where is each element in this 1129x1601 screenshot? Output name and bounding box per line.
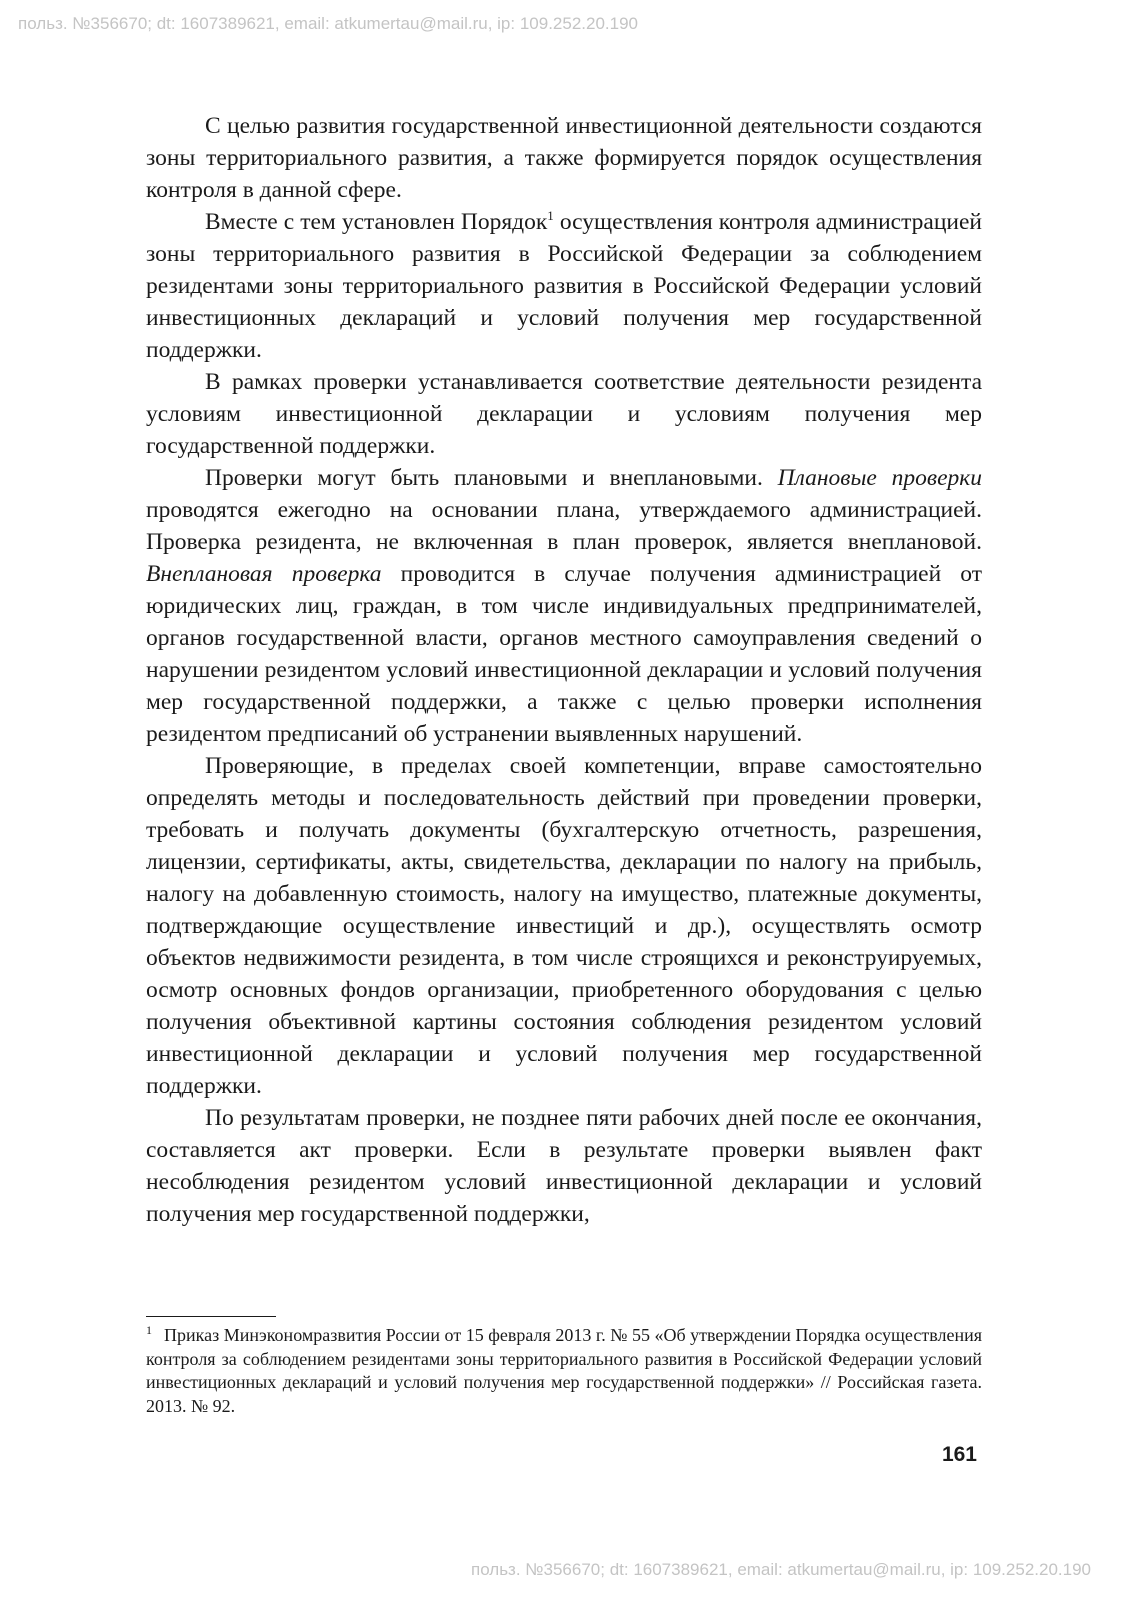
paragraph-6: По результатам проверки, не позднее пяти рабочих дней после ее окончания, составляется акт проверки. Если в результате проверки выявлен факт несоблюдения резидентом условий инвестиционной декларации и условий получения мер государственной поддержки, bbox=[146, 1105, 982, 1227]
paragraph-4-part-a: Проверки могут быть плановыми и внеплановыми. bbox=[205, 465, 778, 491]
footnote-reference: 1 bbox=[547, 208, 554, 224]
footnote bbox=[146, 1324, 982, 1418]
watermark-top: польз. №356670; dt: 1607389621, email: atkumertau@mail.ru, ip: 109.252.20.190 bbox=[18, 14, 639, 33]
paragraph-4-part-c: проводится в случае получения администрацией от юридических лиц, граждан, в том числе индивидуальных предпринимателей, органов государственной власти, органов местного самоуправления сведений о нарушении резидентом условий инвестиционной декларации и условий получения мер государственной поддержки, а также с целью проверки исполнения резидентом предписаний об устранении выявленных нарушений. bbox=[146, 561, 982, 747]
paragraph-3: В рамках проверки устанавливается соответствие деятельности резидента условиям инвестиционной декларации и условиям получения мер государственной поддержки. bbox=[146, 369, 982, 459]
paragraph-1: С целью развития государственной инвестиционной деятельности создаются зоны территориального развития, а также формируется порядок осуществления контроля в данной сфере. bbox=[146, 113, 982, 203]
term-unplanned-inspection: Внеплановая проверка bbox=[146, 561, 382, 587]
paragraph-4 bbox=[146, 462, 982, 750]
body-text bbox=[146, 110, 982, 1230]
paragraph-2-start: Вместе с тем установлен Порядок bbox=[205, 209, 548, 235]
footnote-text: Приказ Минэкономразвития России от 15 февраля 2013 г. № 55 «Об утверждении Порядка осуществления контроля за соблюдением резидентами зоны территориального развития в Российской Федерации условий инвестиционных деклараций и условий получения мер государственной поддержки» // Российская газета. 2013. № 92. bbox=[146, 1325, 982, 1416]
term-planned-inspections: Плановые проверки bbox=[777, 465, 983, 491]
paragraph-4-part-b: проводятся ежегодно на основании плана, утверждаемого администрацией. Проверка резидента, не включенная в план проверок, является внеплановой. bbox=[146, 497, 982, 555]
footnote-separator bbox=[146, 1316, 276, 1317]
paragraph-2-rest: осуществления контроля администрацией зоны территориального развития в Российской Федерации за соблюдением резидентами зоны территориального развития в Российской Федерации условий инвестиционных деклараций и условий получения мер государственной поддержки. bbox=[146, 209, 982, 363]
watermark-bottom: польз. №356670; dt: 1607389621, email: atkumertau@mail.ru, ip: 109.252.20.190 bbox=[470, 1560, 1091, 1579]
paragraph-2 bbox=[146, 206, 982, 366]
footnote-mark: 1 bbox=[146, 1323, 152, 1337]
page-number: 161 bbox=[941, 1443, 977, 1466]
paragraph-5: Проверяющие, в пределах своей компетенции, вправе самостоятельно определять методы и последовательность действий при проведении проверки, требовать и получать документы (бухгалтерскую отчетность, разрешения, лицензии, сертификаты, акты, свидетельства, декларации по налогу на прибыль, налогу на добавленную стоимость, налогу на имущество, платежные документы, подтверждающие осуществление инвестиций и др.), осуществлять осмотр объектов недвижимости резидента, в том числе строящихся и реконструируемых, осмотр основных фондов организации, приобретенного оборудования с целью получения объективной картины состояния соблюдения резидентом условий инвестиционной декларации и условий получения мер государственной поддержки. bbox=[146, 753, 982, 1099]
